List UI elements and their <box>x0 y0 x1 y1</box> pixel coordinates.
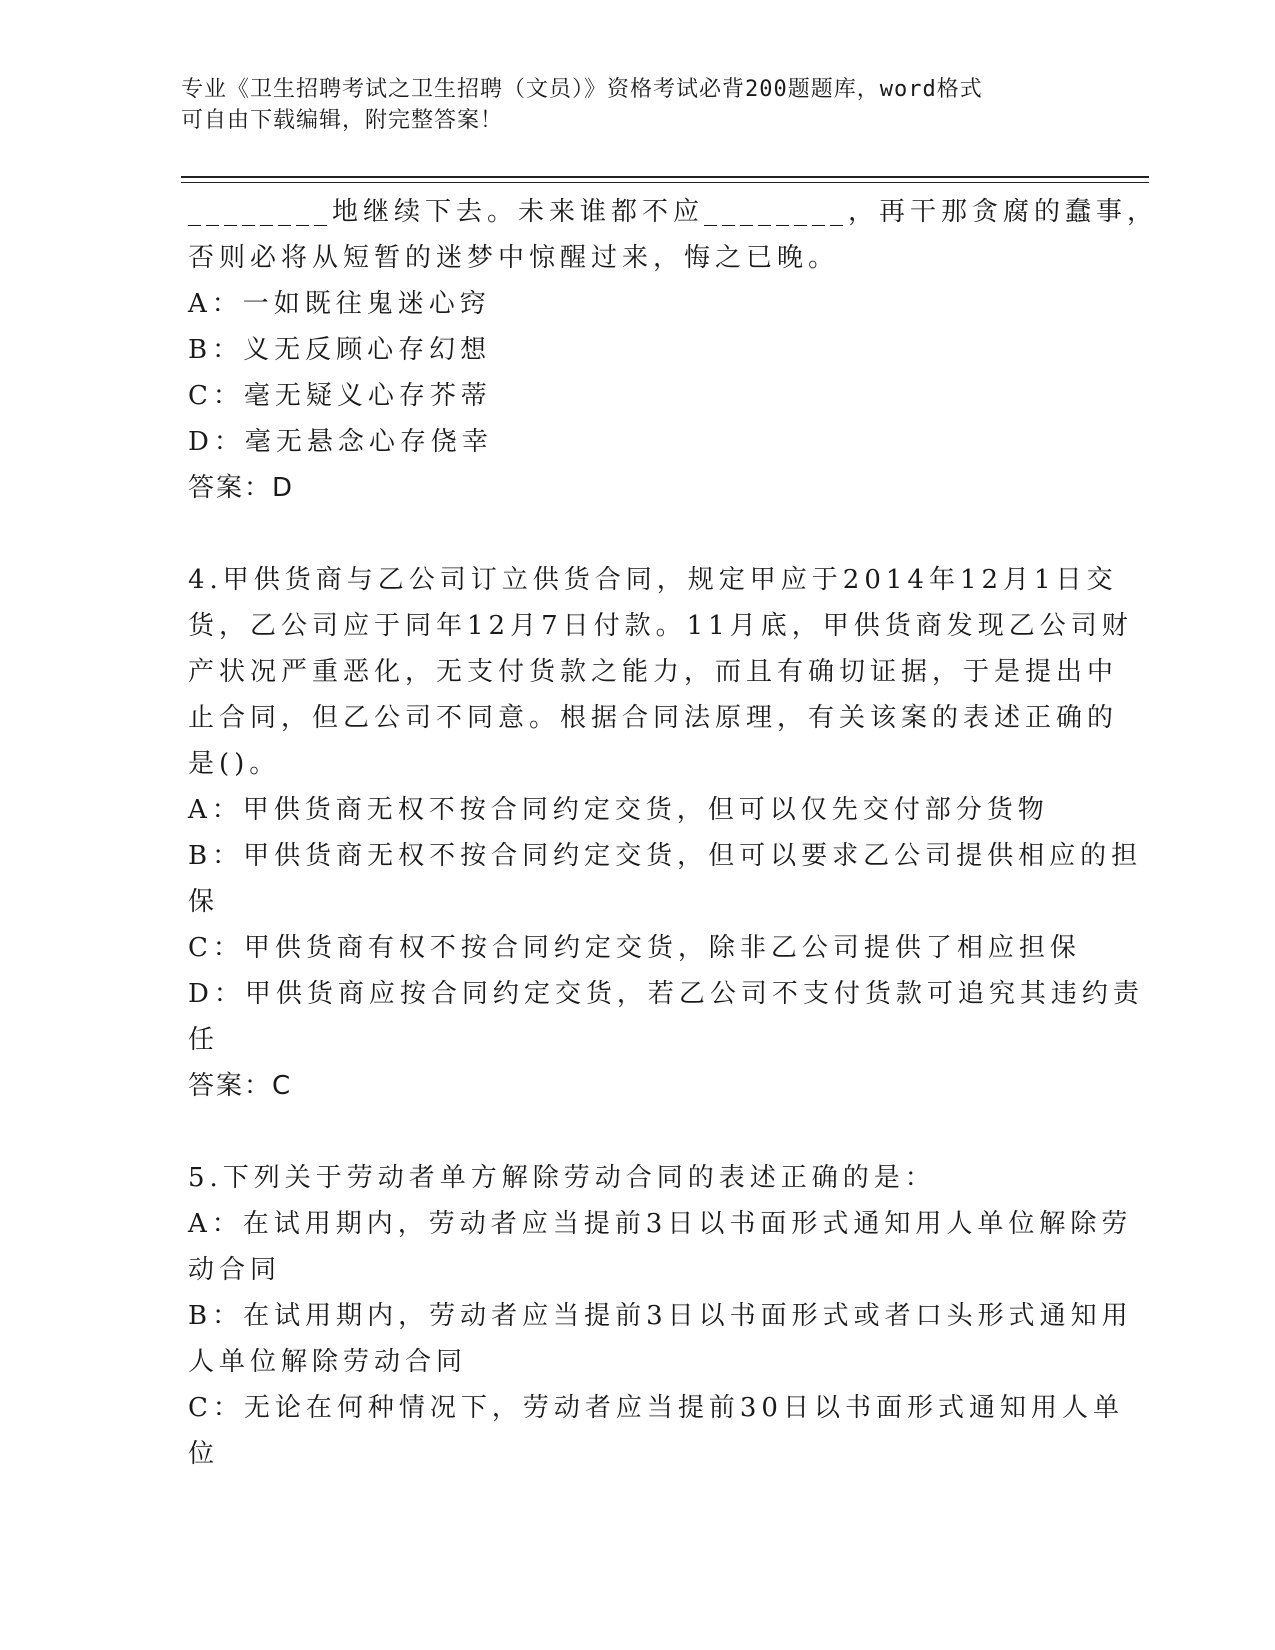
question-3-option-a: A：一如既往鬼迷心窍 <box>188 289 491 319</box>
document-header <box>181 74 1061 136</box>
question-4-option-c: C：甲供货商有权不按合同约定交货，除非乙公司提供了相应担保 <box>188 933 1081 963</box>
header-rule-thin <box>181 182 1149 183</box>
question-3-stem-line-1: ________地继续下去。未来谁都不应________，再干那贪腐的蠢事， <box>188 197 1159 227</box>
question-4-stem-line-2: 货，乙公司应于同年12月7日付款。11月底，甲供货商发现乙公司财 <box>188 611 1133 641</box>
question-4-stem-line-5: 是()。 <box>188 749 281 779</box>
question-4-option-d-line-1: D：甲供货商应按合同约定交货，若乙公司不支付货款可追究其违约责 <box>188 979 1144 1009</box>
question-3 <box>188 189 1159 511</box>
question-5-stem-line-1: 5.下列关于劳动者单方解除劳动合同的表述正确的是： <box>188 1163 936 1193</box>
question-5 <box>188 1155 1133 1477</box>
question-4 <box>188 557 1144 1109</box>
question-3-option-c: C：毫无疑义心存芥蒂 <box>188 381 492 411</box>
question-4-option-d-line-2: 任 <box>188 1025 220 1055</box>
question-5-option-c-line-1: C：无论在何种情况下，劳动者应当提前30日以书面形式通知用人单 <box>188 1393 1124 1423</box>
header-title-line-1: 专业《卫生招聘考试之卫生招聘（文员）》资格考试必背200题题库，word格式 <box>181 77 983 102</box>
question-4-option-b-line-1: B：甲供货商无权不按合同约定交货，但可以要求乙公司提供相应的担 <box>188 841 1143 871</box>
question-4-option-b-line-2: 保 <box>188 887 220 917</box>
question-3-stem-line-2: 否则必将从短暂的迷梦中惊醒过来，悔之已晚。 <box>188 243 840 273</box>
question-3-option-d: D：毫无悬念心存侥幸 <box>188 427 493 457</box>
question-5-option-a-line-2: 动合同 <box>188 1255 282 1285</box>
question-5-option-b-line-2: 人单位解除劳动合同 <box>188 1347 468 1377</box>
question-3-option-b: B：义无反顾心存幻想 <box>188 335 492 365</box>
header-rule-thick <box>181 176 1149 178</box>
spacer <box>188 1109 1073 1155</box>
question-4-answer: 答案：C <box>188 1071 293 1101</box>
question-4-option-a: A：甲供货商无权不按合同约定交货，但可以仅先交付部分货物 <box>188 795 1049 825</box>
question-5-option-c-line-2: 位 <box>188 1439 220 1469</box>
header-title-line-2: 可自由下载编辑，附完整答案！ <box>181 108 504 133</box>
question-4-stem-line-3: 产状况严重恶化，无支付货款之能力，而且有确切证据，于是提出中 <box>188 657 1119 687</box>
question-4-stem-line-1: 4.甲供货商与乙公司订立供货合同，规定甲应于2014年12月1日交 <box>188 565 1118 595</box>
question-5-option-a-line-1: A：在试用期内，劳动者应当提前3日以书面形式通知用人单位解除劳 <box>188 1209 1133 1239</box>
document-body <box>188 189 1159 1477</box>
question-4-stem-line-4: 止合同，但乙公司不同意。根据合同法原理，有关该案的表述正确的 <box>188 703 1119 733</box>
spacer <box>188 511 1073 557</box>
question-3-answer: 答案：D <box>188 473 295 503</box>
question-5-option-b-line-1: B：在试用期内，劳动者应当提前3日以书面形式或者口头形式通知用 <box>188 1301 1133 1331</box>
